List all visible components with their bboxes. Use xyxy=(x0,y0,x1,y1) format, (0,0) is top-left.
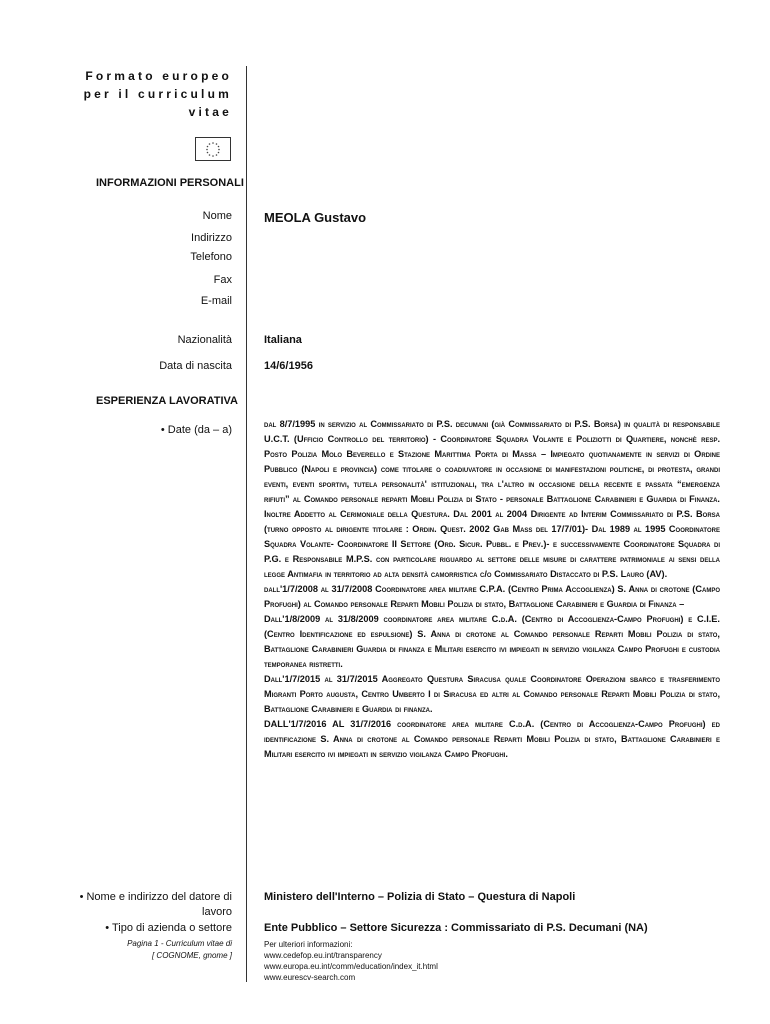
birth-date-label: Data di nascita xyxy=(159,360,232,372)
fax-label: Fax xyxy=(213,274,232,286)
name-label: Nome xyxy=(202,210,232,222)
cv-title-line1: Formato europeo xyxy=(85,69,232,83)
employer-label-line2: lavoro xyxy=(202,906,232,918)
experience-paragraph: dal 8/7/1995 in servizio al Commissariato di P.S. decumani (già Commissariato di P.S. Borsa) in qualità di responsabile U.C.T. (Ufficio Controllo del territorio) - Coordinatore Squadra Volante e Poliziotti di Quartiere, nonchè resp. Posto Polizia Molo Beverello e Stazione Marittima Porta di Massa – Impiegato quotianamente in servizi di Ordine Pubblico (Napoli e provincia) come titolare o coadiuvatore in occasione di manifestazioni politiche, di protesta, grandi eventi, eventi sportivi, tutela personalità' istituzionali, tra l'altro in occasione della recente e passata “emergenza rifiuti” al Comando personale reparti Mobili Polizia di Stato - personale Battaglione Carabinieri e Guardia di Finanza. Inoltre Addetto al Cerimoniale della Questura. Dal 2001 al 2004 Dirigente ad Interim Commissariato di P.S. Borsa (turno opposto al dirigente titolare : Ordin. Quest. 2002 Gab Mass del 17/7/01)- Dal 1989 al 1995 Coordinatore Squadra Volante- Coordinatore II Settore (Ord. Sicur. Pubbl. e Prev.)- e successivamente Coordinatore Squadra di P.G. e Responsabile M.P.S. con particolare riguardo al settore delle misure di carattere patrimoniale ai sensi della legge Antimafia in territorio ad alta densità camorristica c/o Commissariato Distaccato di P.S. Lauro (AV). xyxy=(264,419,720,579)
footer-cv-owner: [ COGNOME, gnome ] xyxy=(151,951,232,960)
footer-link-europa[interactable]: www.europa.eu.int/comm/education/index_it.html xyxy=(264,962,438,971)
phone-label: Telefono xyxy=(190,251,232,263)
experience-paragraph: DALL'1/7/2016 AL 31/7/2016 coordinatore area militare C.d.A. (Centro di Accoglienza-Campo Profughi) ed identificazione S. Anna di crotone al Comando personale Reparti Mobili Polizia di stato, Battaglione Carabinieri e Militari esercito ivi impiegati in servizio vigilanza Campo Profughi. xyxy=(264,719,720,759)
birth-date-value: 14/6/1956 xyxy=(264,360,313,372)
cv-title-line2: per il curriculum xyxy=(83,87,232,101)
nationality-label: Nazionalità xyxy=(177,334,232,346)
eu-flag-icon xyxy=(195,137,231,161)
dates-label: • Date (da – a) xyxy=(160,424,232,436)
section-title-experience: ESPERIENZA LAVORATIVA xyxy=(96,395,238,407)
footer-info-title: Per ulteriori informazioni: xyxy=(264,940,353,949)
footer-link-cedefop[interactable]: www.cedefop.eu.int/transparency xyxy=(264,951,382,960)
address-label: Indirizzo xyxy=(191,232,232,244)
company-type-value: Ente Pubblico – Settore Sicurezza : Commissariato di P.S. Decumani (NA) xyxy=(264,922,648,934)
email-label: E-mail xyxy=(200,295,232,307)
employer-label-line1: • Nome e indirizzo del datore di xyxy=(79,891,232,903)
experience-paragraph: Dall'1/8/2009 al 31/8/2009 coordinatore area militare C.d.A. (Centro di Accoglienza-Campo Profughi) e C.I.E. (Centro Identificazione ed espulsione) S. Anna di crotone al Comando personale Reparti Mobili Polizia di stato, Battaglione Carabinieri Guardia di finanza e Militari esercito ivi impiegati in servizio vigilanza Campo Profughi e custodia temporanea ristretti. xyxy=(264,614,720,669)
employer-value: Ministero dell'Interno – Polizia di Stato – Questura di Napoli xyxy=(264,891,576,903)
name-value: MEOLA Gustavo xyxy=(264,210,367,225)
company-type-label: • Tipo di azienda o settore xyxy=(105,922,232,934)
footer-page-label: Pagina 1 - Curriculum vitae di xyxy=(127,939,232,948)
experience-paragraph: dall'1/7/2008 al 31/7/2008 Coordinatore area militare C.P.A. (Centro Prima Accoglienza) S. Anna di crotone (Campo Profughi) al Comando personale Reparti Mobili Polizia di stato, Battaglione Carabinieri e Guardia di Finanza – xyxy=(264,584,720,609)
experience-paragraph: Dall'1/7/2015 al 31/7/2015 Aggregato Questura Siracusa quale Coordinatore Operazioni sbarco e trasferimento Migranti Porto augusta, Centro Umberto I di Siracusa ed altri al Comando personale Reparti Mobili Polizia di stato, Battaglione Carabinieri e Guardia di finanza. xyxy=(264,674,720,714)
footer-link-eurescv[interactable]: www.eurescv-search.com xyxy=(264,973,356,982)
nationality-value: Italiana xyxy=(264,334,302,346)
experience-description xyxy=(264,417,720,762)
section-title-personal: INFORMAZIONI PERSONALI xyxy=(96,177,244,189)
cv-title-line3: vitae xyxy=(188,105,232,119)
column-divider xyxy=(246,66,247,982)
